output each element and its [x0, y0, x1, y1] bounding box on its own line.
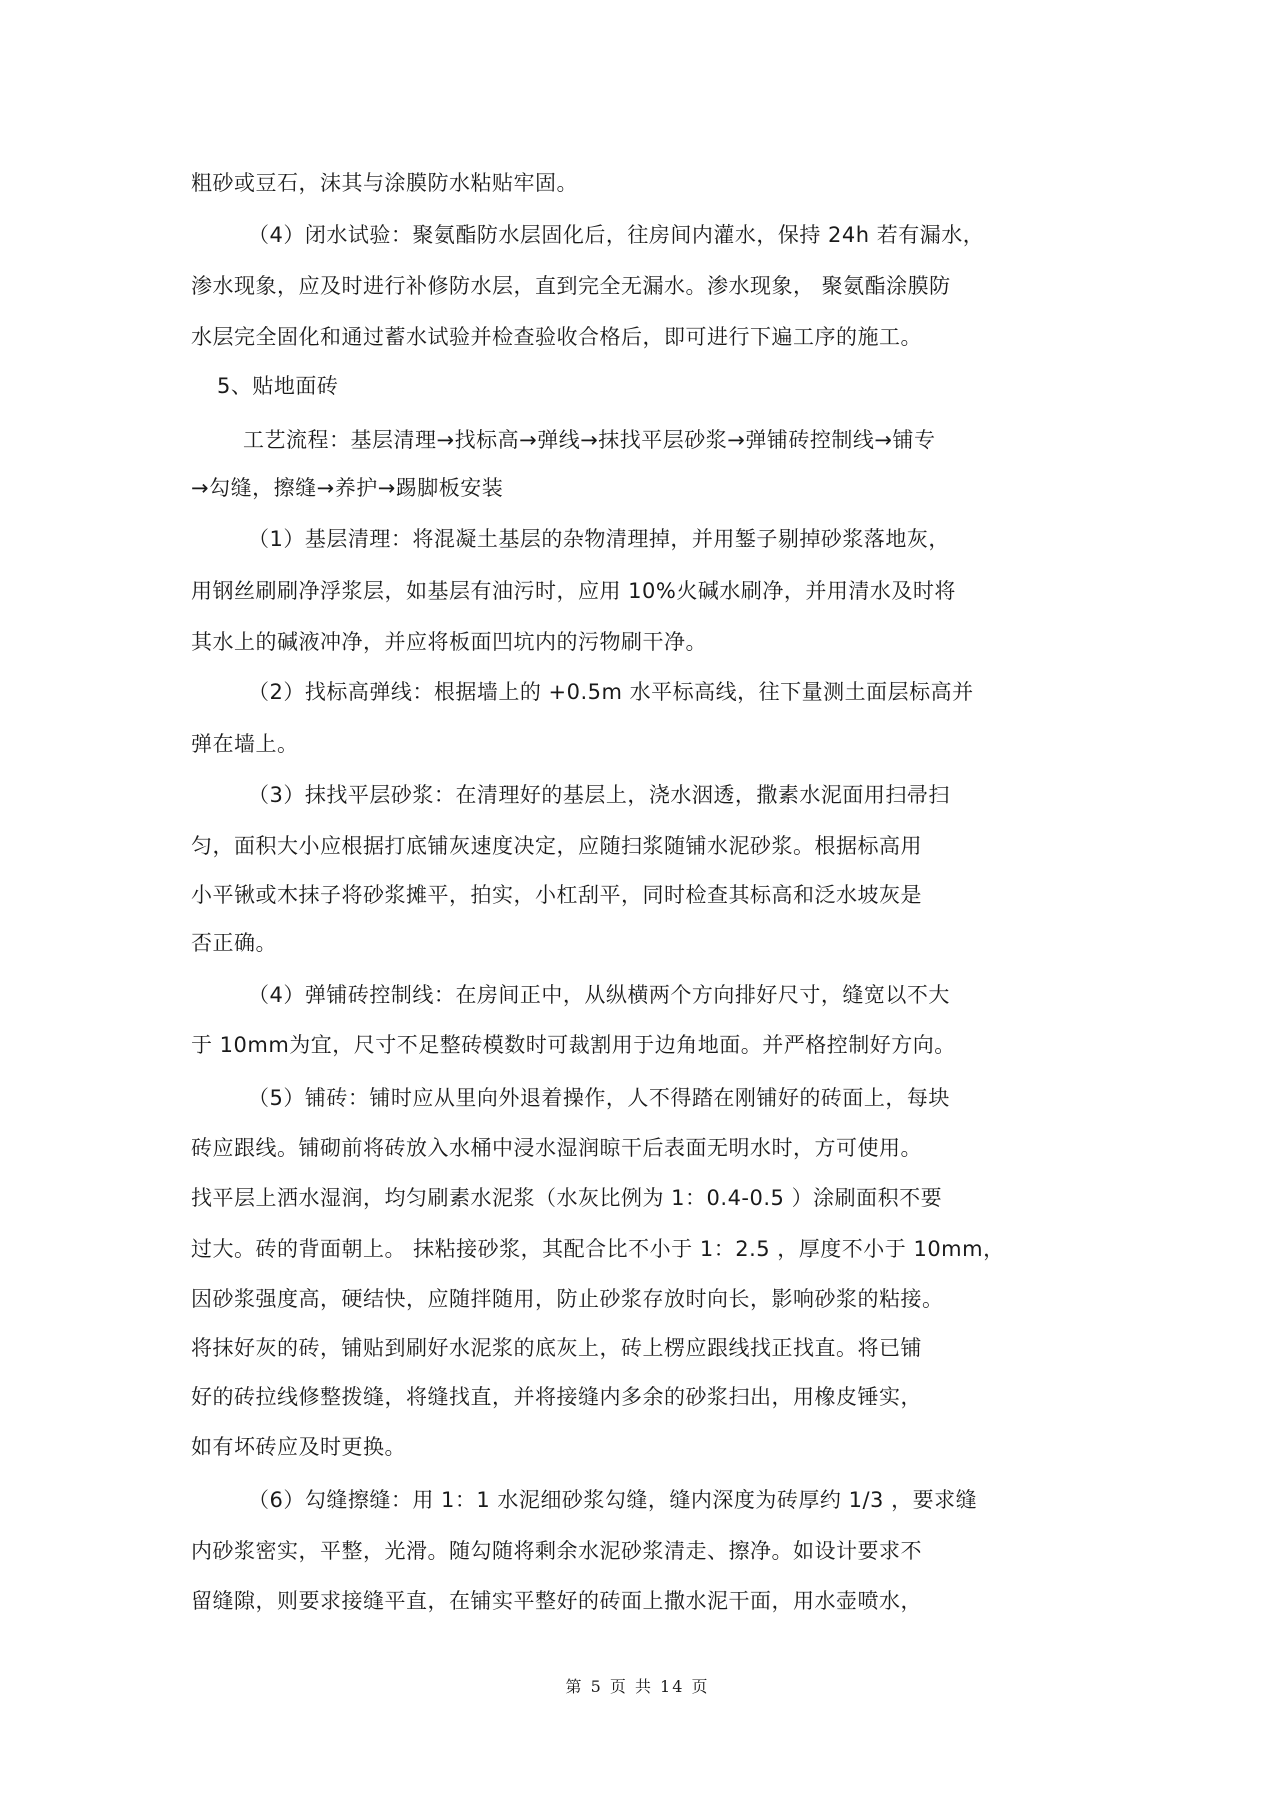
text-line: （6）勾缝擦缝：用 1：1 水泥细砂浆勾缝，缝内深度为砖厚约 1/3 ，要求缝: [248, 1488, 978, 1512]
text-line: （4）弹铺砖控制线：在房间正中，从纵横两个方向排好尺寸，缝宽以不大: [248, 983, 950, 1007]
text-line: 因砂浆强度高，硬结快，应随拌随用，防止砂浆存放时向长，影响砂浆的粘接。: [191, 1287, 944, 1311]
text-line: （4）闭水试验：聚氨酯防水层固化后，往房间内灌水，保持 24h 若有漏水，: [248, 223, 985, 247]
text-line: 工艺流程：基层清理→找标高→弹线→抹找平层砂浆→弹铺砖控制线→铺专: [243, 428, 936, 452]
text-line: 小平锹或木抹子将砂浆摊平，拍实，小杠刮平，同时检查其标高和泛水坡灰是: [191, 883, 922, 907]
text-line: 如有坏砖应及时更换。: [191, 1435, 406, 1459]
section-heading: 5、贴地面砖: [217, 374, 339, 398]
text-line: 渗水现象，应及时进行补修防水层，直到完全无漏水。渗水现象， 聚氨酯涂膜防: [191, 274, 951, 298]
text-line: 内砂浆密实，平整，光滑。随勾随将剩余水泥砂浆清走、擦净。如设计要求不: [191, 1539, 922, 1563]
text-line: 砖应跟线。铺砌前将砖放入水桶中浸水湿润晾干后表面无明水时，方可使用。: [191, 1136, 922, 1160]
text-line: 好的砖拉线修整拨缝，将缝找直，并将接缝内多余的砂浆扫出，用橡皮锤实，: [191, 1385, 922, 1409]
text-line: （3）抹找平层砂浆：在清理好的基层上，浇水洇透，撒素水泥面用扫帚扫: [248, 783, 950, 807]
text-line: 弹在墙上。: [191, 732, 299, 756]
text-line: 匀，面积大小应根据打底铺灰速度决定，应随扫浆随铺水泥砂浆。根据标高用: [191, 834, 922, 858]
text-line: （2）找标高弹线：根据墙上的 +0.5m 水平标高线，往下量测土面层标高并: [248, 680, 974, 704]
text-line: （5）铺砖：铺时应从里向外退着操作，人不得踏在刚铺好的砖面上，每块: [248, 1086, 950, 1110]
text-line: 否正确。: [191, 931, 277, 955]
text-line: 于 10mm为宜，尺寸不足整砖模数时可裁割用于边角地面。并严格控制好方向。: [191, 1033, 956, 1057]
text-line: （1）基层清理：将混凝土基层的杂物清理掉，并用錾子剔掉砂浆落地灰，: [248, 527, 950, 551]
text-line: 水层完全固化和通过蓄水试验并检查验收合格后，即可进行下遍工序的施工。: [191, 325, 922, 349]
text-line: 粗砂或豆石，沫其与涂膜防水粘贴牢固。: [191, 171, 578, 195]
text-line: 留缝隙，则要求接缝平直，在铺实平整好的砖面上撒水泥干面，用水壶喷水，: [191, 1589, 922, 1613]
text-line: 用钢丝刷刷净浮浆层，如基层有油污时，应用 10%火碱水刷净，并用清水及时将: [191, 579, 956, 603]
page-footer: 第 5 页 共 14 页: [565, 1677, 710, 1696]
text-line: →勾缝，擦缝→养护→踢脚板安装: [191, 476, 504, 500]
text-line: 过大。砖的背面朝上。 抹粘接砂浆，其配合比不小于 1：2.5 ，厚度不小于 10mm，: [191, 1237, 1005, 1261]
text-line: 找平层上洒水湿润，均匀刷素水泥浆（水灰比例为 1：0.4-0.5 ）涂刷面积不要: [191, 1186, 943, 1210]
text-line: 其水上的碱液冲净，并应将板面凹坑内的污物刷干净。: [191, 630, 707, 654]
text-line: 将抹好灰的砖，铺贴到刷好水泥浆的底灰上，砖上楞应跟线找正找直。将已铺: [191, 1336, 922, 1360]
